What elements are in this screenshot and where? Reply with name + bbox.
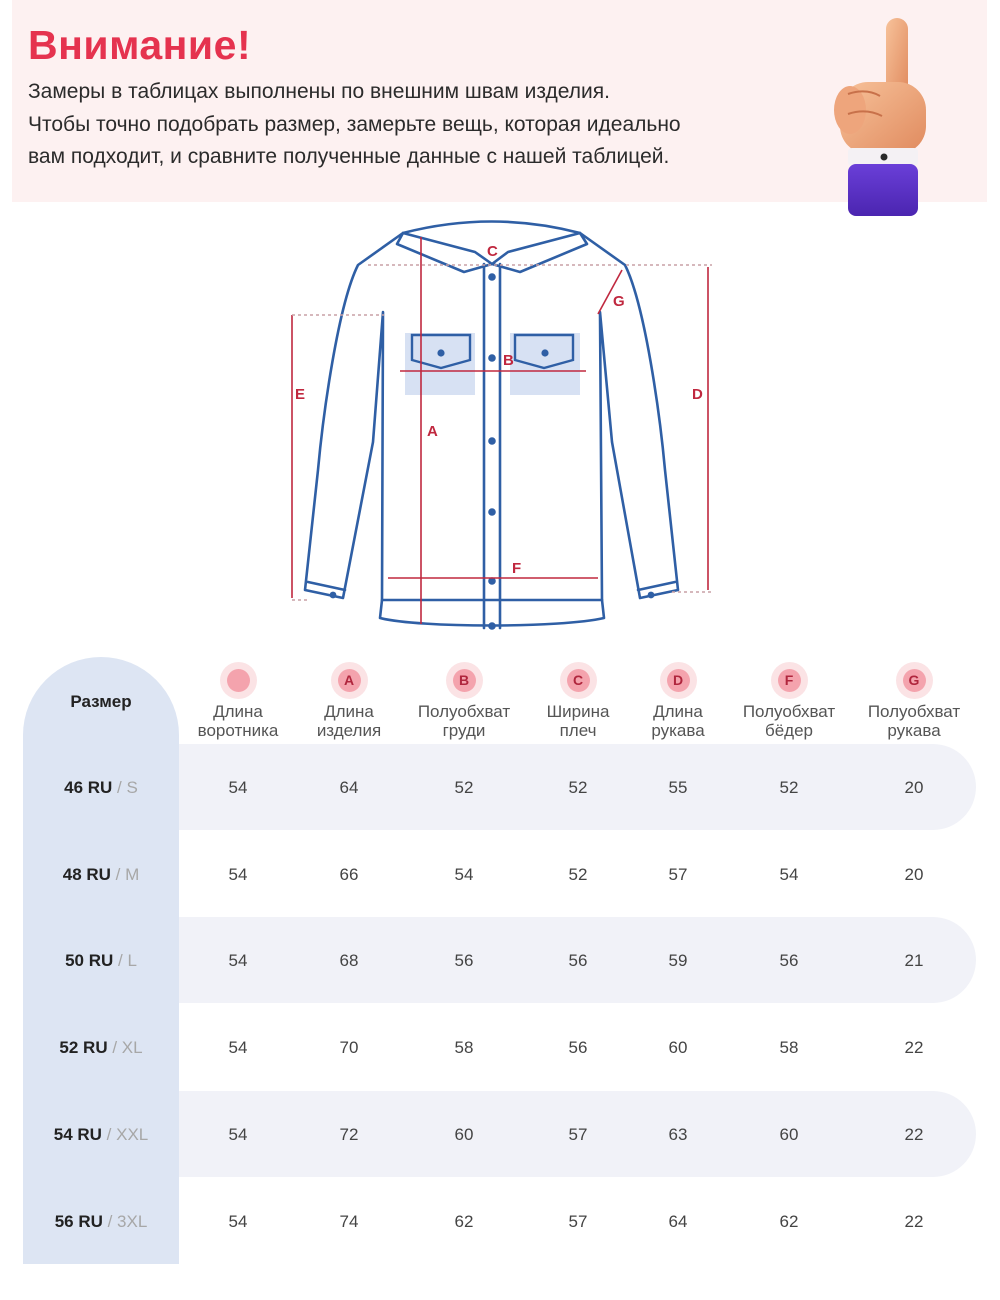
table-cell: 66 [339, 864, 359, 884]
column-header [849, 662, 979, 740]
size-column-header: Размер [70, 692, 132, 711]
label-d: D [692, 386, 703, 403]
chest-pockets [405, 333, 580, 395]
size-label [23, 1038, 179, 1058]
column-label-line-2: плеч [559, 721, 597, 740]
table-cell: 56 [779, 951, 799, 971]
measure-letter: G [903, 669, 926, 692]
table-cell: 52 [568, 864, 588, 884]
size-intl: L [127, 951, 137, 971]
table-cell: 52 [454, 778, 474, 797]
banner-text-line-2: Чтобы точно подобрать размер, замерьте вещь, которая идеально [28, 113, 681, 136]
size-sep: / [102, 1211, 118, 1231]
table-cell: 60 [779, 1124, 799, 1144]
size-intl: M [125, 864, 140, 884]
column-label-line-2: изделия [316, 721, 382, 740]
measure-letter: B [453, 669, 476, 692]
label-b: B [503, 352, 514, 369]
column-label-line-1: Полуобхват [742, 702, 836, 721]
size-ru: 46 RU [64, 778, 113, 797]
size-label [23, 865, 179, 885]
column-label-line-1: Длина [213, 702, 263, 721]
measure-letter-badge [896, 662, 933, 699]
label-f: F [512, 560, 522, 577]
label-g: G [613, 293, 625, 310]
table-cell: 54 [779, 864, 799, 884]
table-cell: 52 [779, 778, 799, 797]
table-cell: 58 [454, 1038, 474, 1058]
column-label-line-2: груди [442, 721, 486, 740]
size-sep: / [110, 864, 126, 884]
measure-letter: A [338, 669, 361, 692]
banner-text-line-3: вам подходит, и сравните полученные данные с нашей таблицей. [28, 145, 670, 168]
size-intl: S [126, 778, 138, 797]
table-cell: 62 [779, 1211, 799, 1231]
table-cell: 54 [228, 778, 248, 797]
table-cell: 70 [339, 1038, 359, 1058]
table-cell: 52 [568, 778, 588, 797]
table-cell: 54 [228, 864, 248, 884]
size-intl: XL [121, 1038, 143, 1058]
column-label-line-2: рукава [651, 721, 705, 740]
size-label [23, 1212, 179, 1232]
table-cell: 63 [668, 1124, 688, 1144]
size-ru: 48 RU [62, 864, 111, 884]
table-cell: 60 [454, 1124, 474, 1144]
table-cell: 74 [339, 1211, 359, 1231]
table-cell: 20 [904, 864, 924, 884]
column-header [284, 662, 414, 740]
measure-letter-badge [560, 662, 597, 699]
label-c: C [487, 243, 498, 260]
size-intl: XXL [116, 1124, 149, 1144]
column-label-line-1: Полуобхват [867, 702, 961, 721]
column-label-line-2: рукава [887, 721, 941, 740]
table-cell: 64 [339, 778, 359, 797]
banner-text-line-1: Замеры в таблицах выполнены по внешним швам изделия. [28, 80, 610, 103]
table-cell: 54 [228, 1038, 248, 1058]
column-label-line-2: воротника [197, 721, 279, 740]
table-cell: 54 [454, 864, 474, 884]
column-label-line-1: Длина [653, 702, 703, 721]
shirt-body-outline [305, 222, 678, 626]
table-cell: 68 [339, 951, 359, 971]
raised-finger-hand-icon [818, 14, 948, 224]
table-cell: 62 [454, 1211, 474, 1231]
size-label [23, 778, 179, 798]
size-sep: / [112, 778, 127, 797]
size-ru: 56 RU [54, 1211, 103, 1231]
size-label [23, 1125, 179, 1145]
measure-letter: C [567, 669, 590, 692]
column-label-line-1: Полуобхват [417, 702, 511, 721]
table-cell: 54 [228, 1211, 248, 1231]
column-label-line-1: Длина [324, 702, 374, 721]
table-cell: 22 [904, 1124, 924, 1144]
size-sep: / [107, 1038, 122, 1058]
measure-letter: F [778, 669, 801, 692]
table-cell: 72 [339, 1124, 359, 1144]
table-cell: 54 [228, 1124, 248, 1144]
size-ru: 54 RU [53, 1124, 102, 1144]
table-cell: 59 [668, 951, 688, 971]
measure-letter-badge [331, 662, 368, 699]
measure-letter-badge [446, 662, 483, 699]
table-cell: 60 [668, 1038, 688, 1058]
column-header [399, 662, 529, 740]
measure-letter: D [667, 669, 690, 692]
size-ru: 52 RU [59, 1038, 108, 1058]
buttons [330, 273, 655, 630]
size-sep: / [113, 951, 128, 971]
table-cell: 20 [904, 778, 924, 797]
column-label-line-2: бёдер [764, 721, 814, 740]
table-cell: 57 [568, 1124, 588, 1144]
measure-letter-badge [771, 662, 808, 699]
table-cell: 56 [568, 1038, 588, 1058]
column-header [724, 662, 854, 740]
measure-letter [227, 669, 250, 692]
measure-letter-badge [220, 662, 257, 699]
table-cell: 54 [228, 951, 248, 971]
table-cell: 58 [779, 1038, 799, 1058]
table-cell: 64 [668, 1211, 688, 1231]
table-cell: 22 [904, 1038, 924, 1058]
size-label [23, 951, 179, 971]
table-cell: 56 [454, 951, 474, 971]
table-cell: 56 [568, 951, 588, 971]
size-ru: 50 RU [65, 951, 114, 971]
size-intl: 3XL [117, 1211, 148, 1231]
table-cell: 22 [904, 1211, 924, 1231]
measure-letter-badge [660, 662, 697, 699]
table-cell: 21 [904, 951, 924, 971]
size-sep: / [101, 1124, 117, 1144]
column-label-line-1: Ширина [546, 702, 610, 721]
table-cell: 57 [568, 1211, 588, 1231]
banner-title: Внимание! [28, 22, 252, 68]
label-e: E [295, 386, 306, 403]
label-a: A [427, 423, 438, 440]
table-cell: 55 [668, 778, 688, 797]
table-cell: 57 [668, 864, 688, 884]
shirt-measurement-diagram [0, 210, 1000, 650]
